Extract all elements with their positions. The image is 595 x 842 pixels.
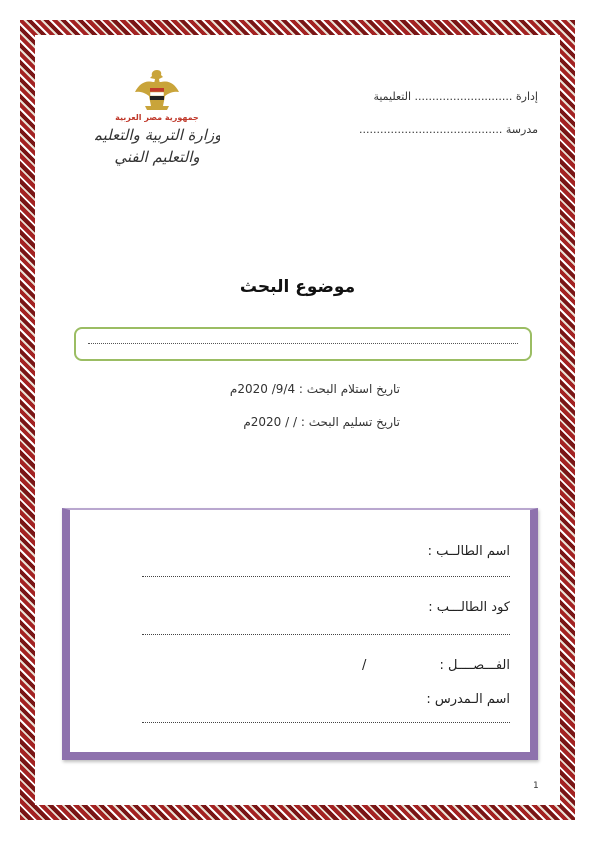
ministry-logo bbox=[95, 62, 220, 172]
eagle-emblem-icon bbox=[135, 70, 179, 110]
topic-dotted-line bbox=[88, 343, 518, 344]
school-line: مدرسة ......................................... bbox=[359, 123, 538, 136]
class-slash: / bbox=[362, 658, 367, 673]
teacher-name-field[interactable] bbox=[142, 722, 510, 723]
received-date-line: تاريخ استلام البحث : 9/4/ 2020م bbox=[229, 382, 400, 396]
submit-date-line: تاريخ تسليم البحث : / / 2020م bbox=[243, 415, 400, 429]
page-title: موضوع البحث bbox=[239, 277, 356, 297]
logo-line-1: جمهورية مصر العربية bbox=[115, 113, 199, 122]
student-code-label: كود الطالـــب : bbox=[428, 600, 510, 615]
topic-field[interactable] bbox=[74, 327, 532, 361]
student-name-label: اسم الطالــب : bbox=[427, 544, 510, 559]
logo-line-3: والتعليم الفني bbox=[114, 148, 200, 166]
student-code-field[interactable] bbox=[142, 634, 510, 635]
page-number: 1 bbox=[533, 781, 539, 791]
teacher-name-label: اسم الـمدرس : bbox=[426, 692, 510, 707]
student-info-box bbox=[62, 508, 538, 760]
logo-line-2: وزارة التربية والتعليم bbox=[95, 126, 220, 144]
student-name-field[interactable] bbox=[142, 576, 510, 577]
administration-line: إدارة ............................ التعليمية bbox=[373, 90, 538, 103]
class-label: الفـــصــــل : bbox=[439, 658, 510, 673]
